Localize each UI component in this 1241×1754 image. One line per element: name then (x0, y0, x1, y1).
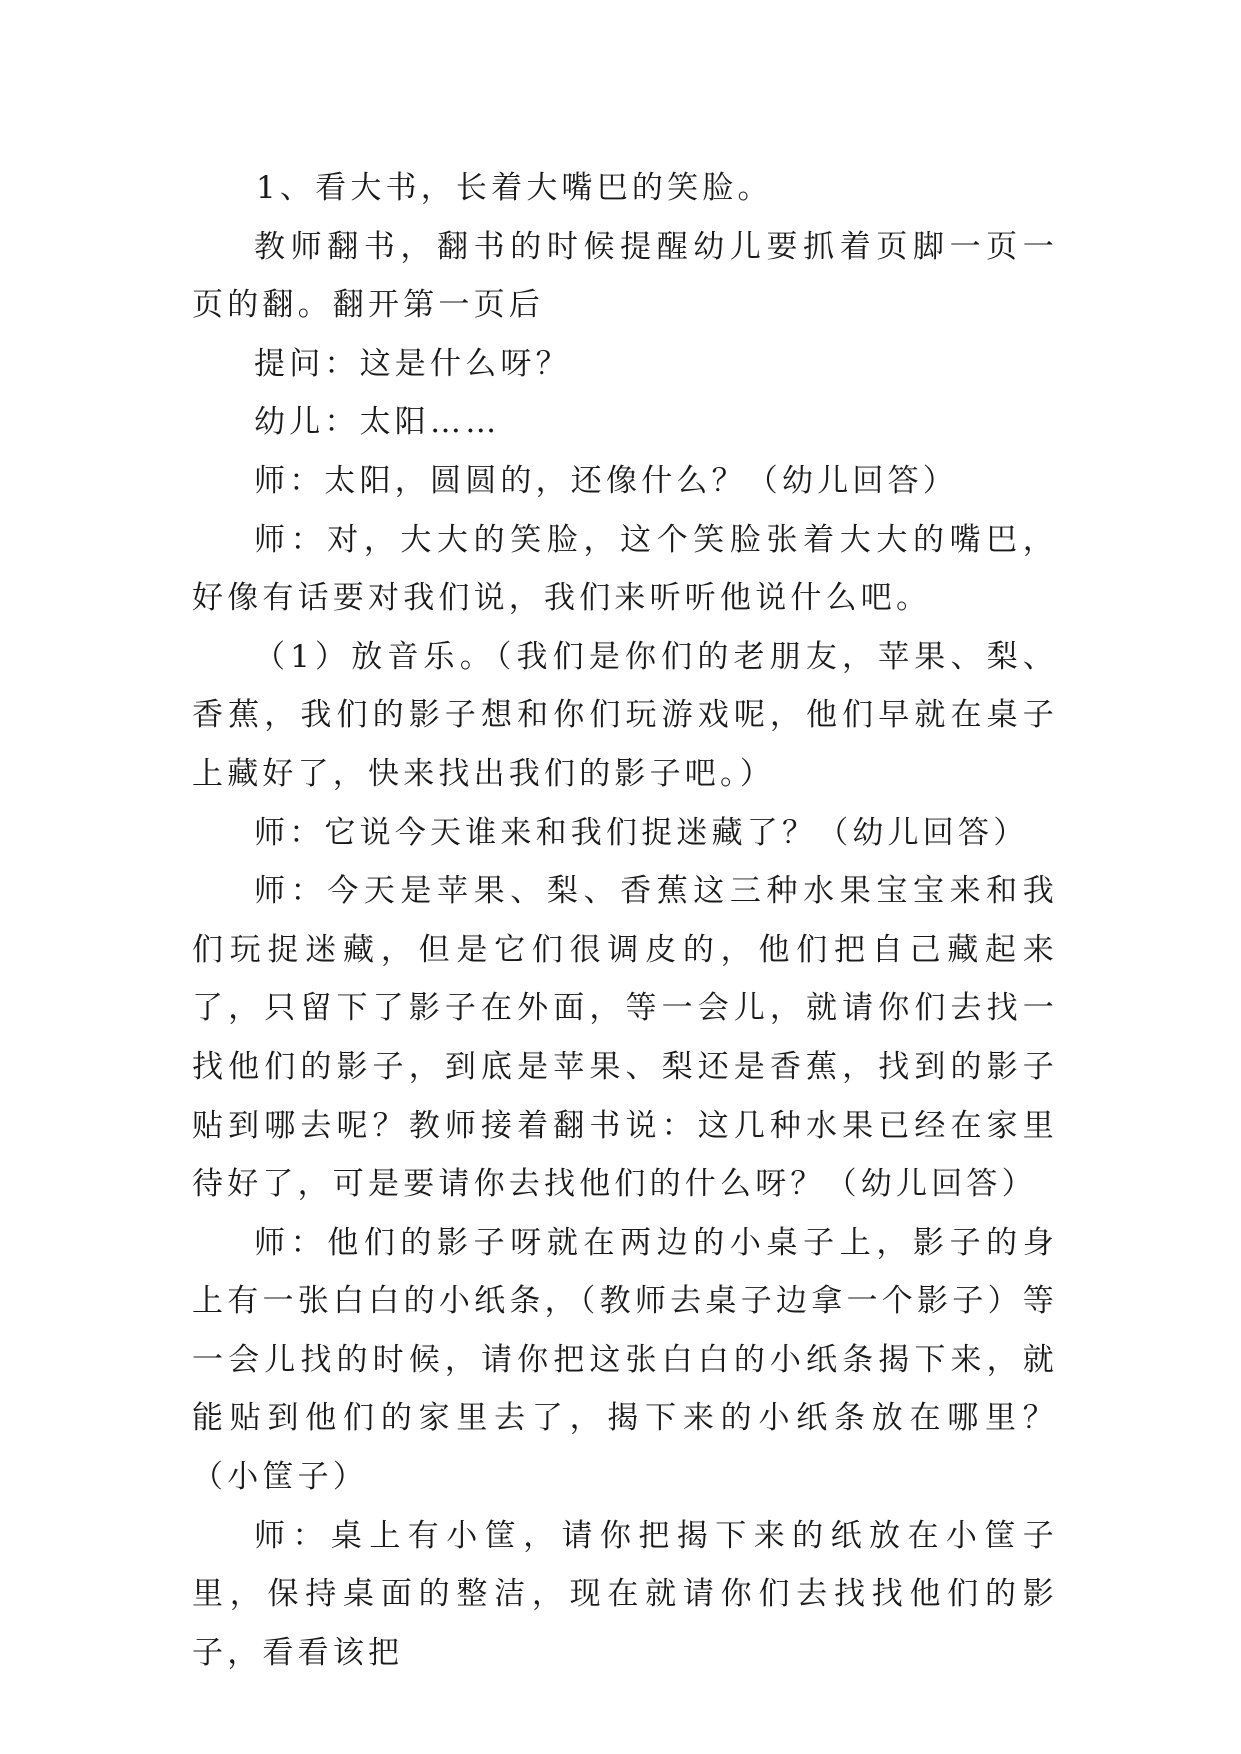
document-body (192, 159, 1058, 1682)
paragraph-teacher-smiling-face: 师：对，大大的笑脸，这个笑脸张着大大的嘴巴，好像有话要对我们说，我们来听听他说什么吧。 (192, 521, 1058, 617)
paragraph-teacher-hide-and-seek: 师：它说今天谁来和我们捉迷藏了？（幼儿回答） (254, 814, 1029, 851)
paragraph-teacher-shadows: 师：他们的影子呀就在两边的小桌子上，影子的身上有一张白白的小纸条，（教师去桌子边拿一个影子）等一会儿找的时候，请你把这张白白的小纸条揭下来，就能贴到他们的家里去了，揭下来的小纸条放在哪里？（小筐子） (192, 1224, 1058, 1496)
paragraph-teacher-sun: 师：太阳，圆圆的，还像什么？（幼儿回答） (254, 462, 958, 499)
paragraph-teacher-fruits: 师：今天是苹果、梨、香蕉这三种水果宝宝来和我们玩捉迷藏，但是它们很调皮的，他们把自己藏起来了，只留下了影子在外面，等一会儿，就请你们去找一找他们的影子，到底是苹果、梨还是香蕉，找到的影子贴到哪去呢？教师接着翻书说：这几种水果已经在家里待好了，可是要请你去找他们的什么呀？（幼儿回答） (192, 873, 1058, 1203)
paragraph-child-answer: 幼儿：太阳…… (254, 404, 501, 441)
paragraph-question: 提问：这是什么呀？ (254, 345, 571, 382)
paragraph-play-music: （1）放音乐。（我们是你们的老朋友，苹果、梨、香蕉，我们的影子想和你们玩游戏呢，他们早就在桌子上藏好了，快来找出我们的影子吧。） (192, 638, 1058, 792)
paragraph-step-1-heading: 1、看大书，长着大嘴巴的笑脸。 (256, 170, 773, 206)
paragraph-teacher-basket: 师：桌上有小筐，请你把揭下来的纸放在小筐子里，保持桌面的整洁，现在就请你们去找找他们的影子，看看该把 (192, 1517, 1058, 1671)
paragraph-teacher-flips-book: 教师翻书，翻书的时候提醒幼儿要抓着页脚一页一页的翻。翻开第一页后 (192, 228, 1058, 324)
